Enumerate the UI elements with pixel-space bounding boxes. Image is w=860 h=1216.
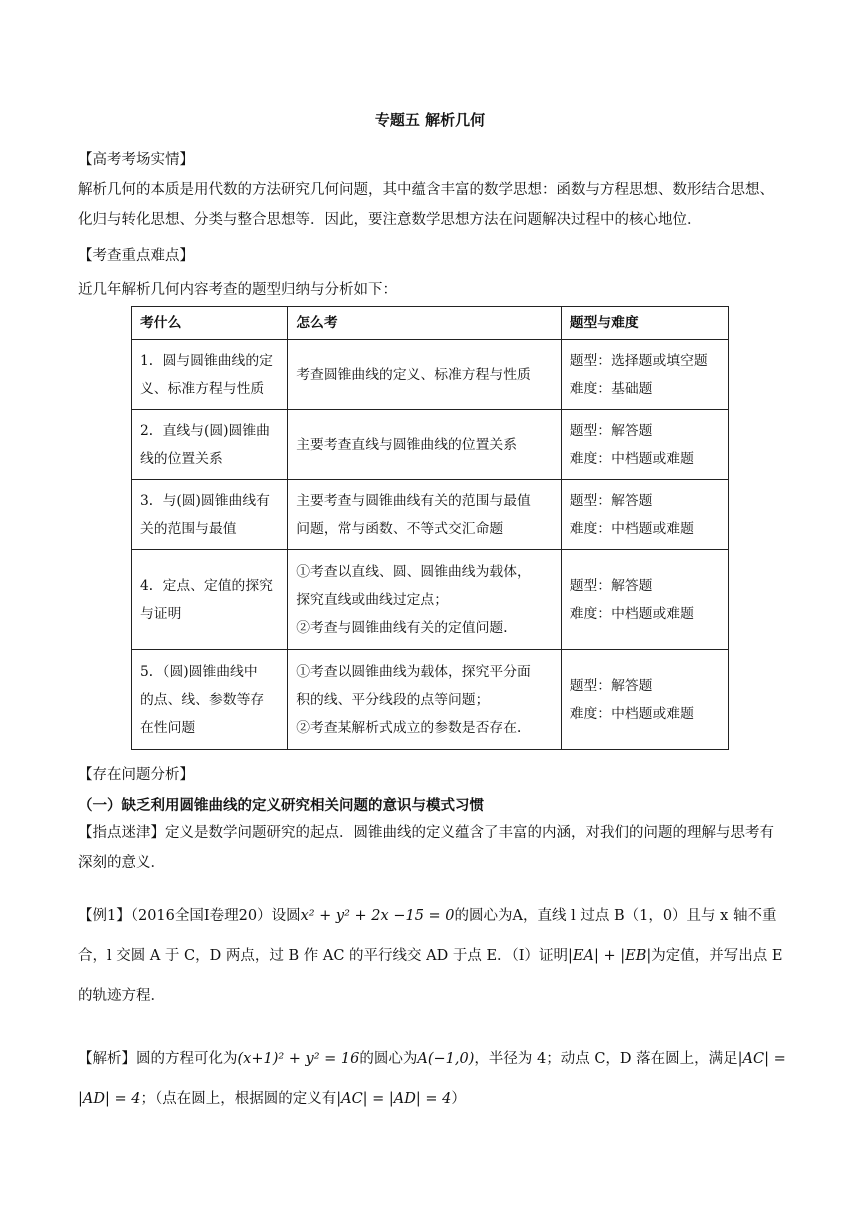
- cell-type: 题型：解答题 难度：中档题或难题: [561, 650, 728, 750]
- question-type-table: [131, 306, 729, 750]
- cell-type: 题型：解答题 难度：中档题或难题: [561, 550, 728, 650]
- solution-paragraph: 【解析】圆的方程可化为(x+1)² + y² = 16的圆心为A(−1,0)，半径为 4；动点 C，D 落在圆上，满足|AC| = |AD| = 4；（点在圆上，根据圆的定义有|AC| = |AD| = 4）: [78, 1051, 786, 1107]
- section-body-exam-situation: 解析几何的本质是用代数的方法研究几何问题，其中蕴含丰富的数学思想：函数与方程思想、数形结合思想、化归与转化思想、分类与整合思想等．因此，要注意数学思想方法在问题解决过程中的核心地位．: [78, 182, 774, 228]
- cell-how: ①考查以直线、圆、圆锥曲线为载体， 探究直线或曲线过定点； ②考查与圆锥曲线有关的定值问题．: [288, 550, 561, 650]
- table-row: [132, 340, 729, 410]
- cell-what: 3．与(圆)圆锥曲线有 关的范围与最值: [132, 480, 288, 550]
- table-intro: 近几年解析几何内容考查的题型归纳与分析如下：: [78, 282, 397, 298]
- cell-type: 题型：解答题 难度：中档题或难题: [561, 480, 728, 550]
- hint-paragraph: [78, 818, 788, 878]
- hint-body: 定义是数学问题研究的起点．圆锥曲线的定义蕴含了丰富的内涵，对我们的问题的理解与思考有深刻的意义．: [78, 825, 774, 871]
- page-title: 专题五 解析几何: [374, 111, 486, 129]
- cell-what: 2．直线与(圆)圆锥曲 线的位置关系: [132, 410, 288, 480]
- cell-how: 主要考查与圆锥曲线有关的范围与最值 问题，常与函数、不等式交汇命题: [288, 480, 561, 550]
- cell-how: 考查圆锥曲线的定义、标准方程与性质: [288, 340, 561, 410]
- cell-what: 5．（圆)圆锥曲线中 的点、线、参数等存 在性问题: [132, 650, 288, 750]
- section-heading-key-points: 【考查重点难点】: [78, 248, 194, 264]
- table-row: [132, 480, 729, 550]
- example-label: 【例1】: [78, 908, 131, 924]
- distance-sum: |EA| + |EB|: [568, 948, 652, 964]
- table-header-how: 怎么考: [288, 307, 561, 340]
- circle-equation: x² + y² + 2x −15 = 0: [300, 908, 455, 924]
- hint-label: 【指点迷津】: [78, 825, 165, 841]
- cell-what: 1．圆与圆锥曲线的定 义、标准方程与性质: [132, 340, 288, 410]
- solution-label: 【解析】: [78, 1051, 136, 1067]
- table-header-what: 考什么: [132, 307, 288, 340]
- table-row: [132, 550, 729, 650]
- table-header-row: [132, 307, 729, 340]
- example-paragraph: 【例1】（2016全国Ⅰ卷理20）设圆x² + y² + 2x −15 = 0的圆心为A，直线 l 过点 B（1，0）且与 x 轴不重合，l 交圆 A 于 C，D 两点，过 B 作 AC 的平行线交 AD 于点 E．（I）证明|EA| + |EB|为定值，并写出点 E 的轨迹方程．: [78, 908, 783, 1004]
- section-heading-exam-situation: 【高考考场实情】: [78, 152, 194, 168]
- cell-type: 题型：选择题或填空题 难度：基础题: [561, 340, 728, 410]
- subsection-heading: （一）缺乏利用圆锥曲线的定义研究相关问题的意识与模式习惯: [78, 798, 484, 814]
- radius-equation: |AC| = |AD| = 4: [78, 1051, 786, 1107]
- table-header-type: 题型与难度: [561, 307, 728, 340]
- cell-how: 主要考查直线与圆锥曲线的位置关系: [288, 410, 561, 480]
- section-heading-problem-analysis: 【存在问题分析】: [78, 767, 194, 783]
- cell-how: ①考查以圆锥曲线为载体，探究平分面 积的线、平分线段的点等问题； ②考查某解析式成立的参数是否存在．: [288, 650, 561, 750]
- table-row: [132, 650, 729, 750]
- cell-type: 题型：解答题 难度：中档题或难题: [561, 410, 728, 480]
- radius-equation-note: |AC| = |AD| = 4: [336, 1091, 452, 1107]
- circle-center: A(−1,0): [417, 1051, 475, 1067]
- standard-equation: (x+1)² + y² = 16: [237, 1051, 360, 1067]
- cell-what: 4．定点、定值的探究 与证明: [132, 550, 288, 650]
- table-row: [132, 410, 729, 480]
